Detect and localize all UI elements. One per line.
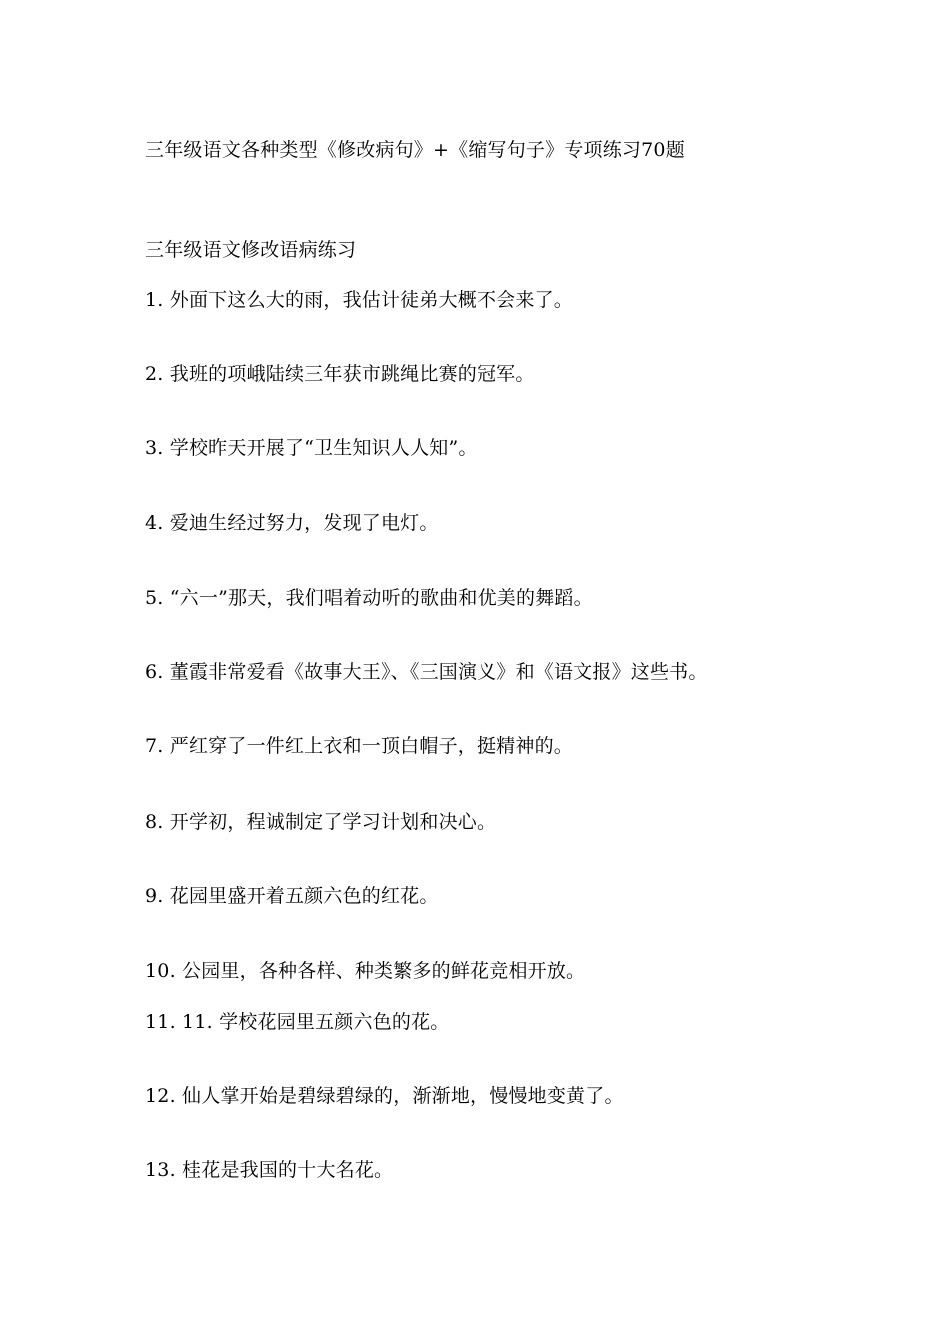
exercise-item: 9. 花园里盛开着五颜六色的红花。 xyxy=(145,885,439,907)
document-title: 三年级语文各种类型《修改病句》+《缩写句子》专项练习70题 xyxy=(145,139,685,161)
exercise-item: 2. 我班的项峨陆续三年获市跳绳比赛的冠军。 xyxy=(145,363,535,385)
exercise-item: 5. “六一”那天，我们唱着动听的歌曲和优美的舞蹈。 xyxy=(145,587,593,609)
exercise-item: 11. 11. 学校花园里五颜六色的花。 xyxy=(145,1011,450,1033)
exercise-item: 12. 仙人掌开始是碧绿碧绿的，渐渐地，慢慢地变黄了。 xyxy=(145,1085,624,1107)
exercise-item: 6. 董霞非常爱看《故事大王》、《三国演义》和《语文报》这些书。 xyxy=(145,661,708,683)
exercise-item: 3. 学校昨天开展了“卫生知识人人知”。 xyxy=(145,437,478,459)
exercise-item: 1. 外面下这么大的雨，我估计徒弟大概不会来了。 xyxy=(145,289,573,311)
exercise-item: 7. 严红穿了一件红上衣和一顶白帽子，挺精神的。 xyxy=(145,735,573,757)
exercise-item: 8. 开学初，程诚制定了学习计划和决心。 xyxy=(145,811,497,833)
exercise-item: 10. 公园里，各种各样、种类繁多的鲜花竞相开放。 xyxy=(145,960,586,982)
exercise-item: 4. 爱迪生经过努力，发现了电灯。 xyxy=(145,512,439,534)
section-heading: 三年级语文修改语病练习 xyxy=(145,239,357,261)
exercise-item: 13. 桂花是我国的十大名花。 xyxy=(145,1159,394,1181)
